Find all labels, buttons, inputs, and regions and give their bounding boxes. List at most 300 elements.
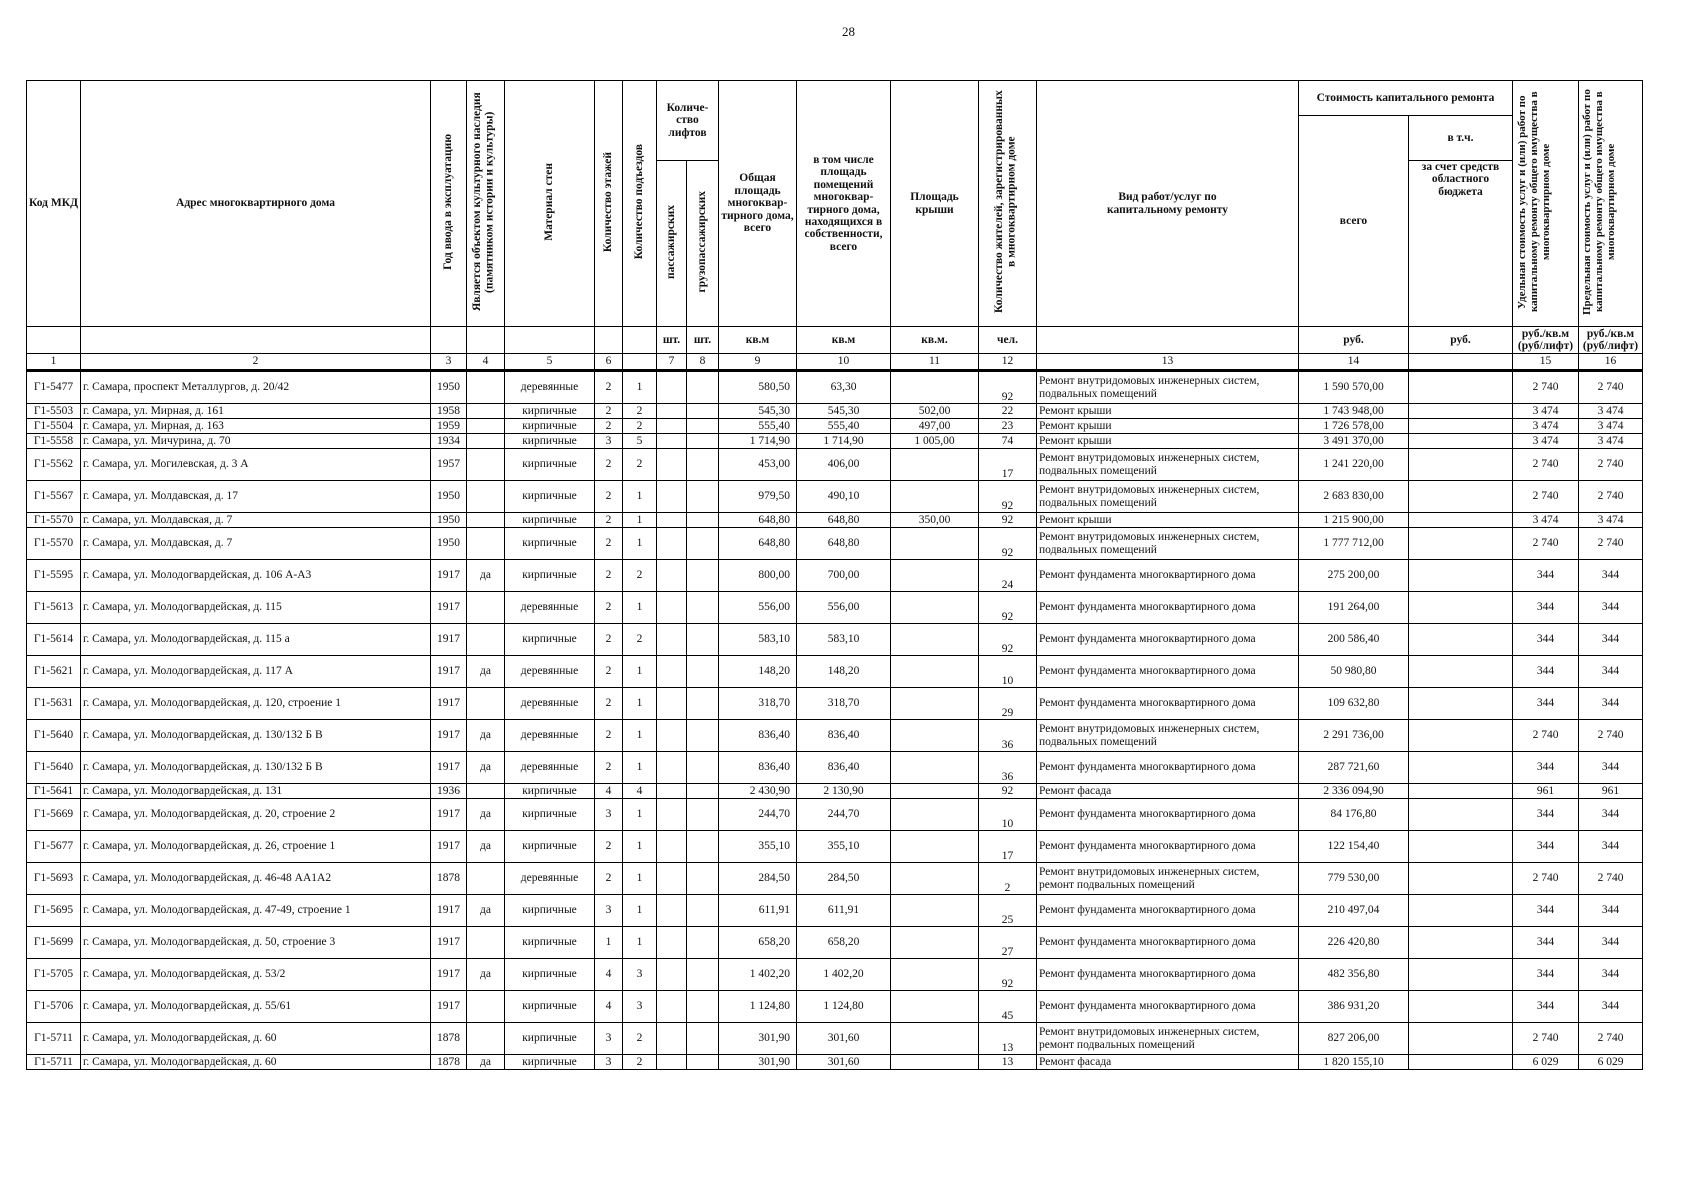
cell-entrances: 1 <box>623 688 657 720</box>
cell-area-total: 555,40 <box>719 419 797 434</box>
cell-work: Ремонт крыши <box>1037 419 1299 434</box>
cell-unit-cost: 344 <box>1513 895 1579 927</box>
cell-material: кирпичные <box>505 1055 595 1070</box>
cell-floors: 2 <box>595 831 623 863</box>
cell-residents: 92 <box>979 513 1037 528</box>
cell-max-cost: 2 740 <box>1579 863 1643 895</box>
cell-unit-cost: 6 029 <box>1513 1055 1579 1070</box>
column-numbers-row <box>27 354 1643 371</box>
header-cost-incl: в т.ч. <box>1409 116 1513 161</box>
cell-area-total: 836,40 <box>719 720 797 752</box>
cell-code: Г1-5570 <box>27 513 81 528</box>
cell-floors: 3 <box>595 895 623 927</box>
cell-area-owned: 700,00 <box>797 560 891 592</box>
cell-residents: 36 <box>979 752 1037 784</box>
cell-area-owned: 648,80 <box>797 513 891 528</box>
cell-entrances: 1 <box>623 371 657 404</box>
cell-year: 1878 <box>431 863 467 895</box>
cell-work: Ремонт фундамента многоквартирного дома <box>1037 831 1299 863</box>
cell-material: кирпичные <box>505 831 595 863</box>
cell-work: Ремонт фундамента многоквартирного дома <box>1037 991 1299 1023</box>
cell-floors: 2 <box>595 449 623 481</box>
cell-unit-cost: 2 740 <box>1513 1023 1579 1055</box>
cell-area-total: 284,50 <box>719 863 797 895</box>
table-row <box>27 720 1643 752</box>
cell-address: г. Самара, ул. Молодогвардейская, д. 130/132 Б В <box>81 752 431 784</box>
header-floors: Количество этажей <box>595 81 623 327</box>
cell-code: Г1-5640 <box>27 752 81 784</box>
cell-cost: 386 931,20 <box>1299 991 1409 1023</box>
cell-cost: 50 980,80 <box>1299 656 1409 688</box>
header-lifts-pass: пассажирских <box>657 161 687 327</box>
cell-area-owned: 583,10 <box>797 624 891 656</box>
cell-cost-regional <box>1409 959 1513 991</box>
cell-area-owned: 658,20 <box>797 927 891 959</box>
cell-unit-cost: 961 <box>1513 784 1579 799</box>
cell-roof <box>891 688 979 720</box>
cell-cost-regional <box>1409 752 1513 784</box>
cell-roof <box>891 784 979 799</box>
cell-address: г. Самара, ул. Молодогвардейская, д. 60 <box>81 1055 431 1070</box>
cell-work: Ремонт фундамента многоквартирного дома <box>1037 752 1299 784</box>
cell-code: Г1-5558 <box>27 434 81 449</box>
table-row <box>27 528 1643 560</box>
cell-residents: 92 <box>979 371 1037 404</box>
cell-area-total: 800,00 <box>719 560 797 592</box>
column-number: 12 <box>979 354 1037 371</box>
cell-area-total: 318,70 <box>719 688 797 720</box>
cell-work: Ремонт внутридомовых инженерных систем, подвальных помещений <box>1037 720 1299 752</box>
table-row <box>27 959 1643 991</box>
cell-unit-cost: 344 <box>1513 688 1579 720</box>
cell-address: г. Самара, ул. Молодогвардейская, д. 117 А <box>81 656 431 688</box>
table-row <box>27 371 1643 404</box>
cell-area-total: 583,10 <box>719 624 797 656</box>
cell-year: 1950 <box>431 371 467 404</box>
cell-entrances: 1 <box>623 799 657 831</box>
table-row <box>27 799 1643 831</box>
cell-residents: 2 <box>979 863 1037 895</box>
cell-roof <box>891 624 979 656</box>
cell-address: г. Самара, ул. Молодогвардейская, д. 26, строение 1 <box>81 831 431 863</box>
cell-address: г. Самара, ул. Могилевская, д. 3 А <box>81 449 431 481</box>
cell-cost-regional <box>1409 449 1513 481</box>
cell-max-cost: 344 <box>1579 560 1643 592</box>
cell-roof <box>891 1055 979 1070</box>
unit-residents: чел. <box>979 327 1037 354</box>
cell-floors: 2 <box>595 419 623 434</box>
cell-area-owned: 1 714,90 <box>797 434 891 449</box>
cell-area-owned: 545,30 <box>797 404 891 419</box>
cell-area-owned: 2 130,90 <box>797 784 891 799</box>
cell-lifts-cargo <box>687 688 719 720</box>
cell-floors: 2 <box>595 720 623 752</box>
page-number: 28 <box>842 24 855 39</box>
cell-lifts-cargo <box>687 1023 719 1055</box>
table-row <box>27 449 1643 481</box>
cell-code: Г1-5570 <box>27 528 81 560</box>
cell-lifts-cargo <box>687 449 719 481</box>
cell-floors: 3 <box>595 799 623 831</box>
cell-year: 1917 <box>431 959 467 991</box>
cell-max-cost: 3 474 <box>1579 404 1643 419</box>
cell-area-total: 611,91 <box>719 895 797 927</box>
cell-unit-cost: 344 <box>1513 592 1579 624</box>
cell-year: 1878 <box>431 1023 467 1055</box>
cell-entrances: 1 <box>623 752 657 784</box>
cell-work: Ремонт крыши <box>1037 404 1299 419</box>
cell-lifts-cargo <box>687 404 719 419</box>
cell-cost-regional <box>1409 656 1513 688</box>
cell-lifts-cargo <box>687 624 719 656</box>
cell-roof <box>891 720 979 752</box>
cell-area-owned: 611,91 <box>797 895 891 927</box>
table-body <box>27 371 1643 1070</box>
header-residents: Количество жителей, зарегистрированных в многоквартирном доме <box>979 81 1037 327</box>
cell-lifts-pass <box>657 784 687 799</box>
cell-area-owned: 1 124,80 <box>797 991 891 1023</box>
cell-entrances: 2 <box>623 404 657 419</box>
cell-heritage <box>467 371 505 404</box>
cell-cost-regional <box>1409 688 1513 720</box>
cell-lifts-cargo <box>687 592 719 624</box>
cell-roof <box>891 895 979 927</box>
cell-heritage <box>467 434 505 449</box>
cell-lifts-cargo <box>687 481 719 513</box>
cell-year: 1917 <box>431 656 467 688</box>
cell-floors: 2 <box>595 513 623 528</box>
cell-unit-cost: 344 <box>1513 927 1579 959</box>
cell-area-total: 556,00 <box>719 592 797 624</box>
cell-heritage <box>467 688 505 720</box>
cell-area-total: 979,50 <box>719 481 797 513</box>
column-number: 15 <box>1513 354 1579 371</box>
cell-cost: 1 726 578,00 <box>1299 419 1409 434</box>
cell-area-owned: 490,10 <box>797 481 891 513</box>
cell-address: г. Самара, ул. Молодогвардейская, д. 46-48 АА1А2 <box>81 863 431 895</box>
cell-unit-cost: 3 474 <box>1513 419 1579 434</box>
cell-work: Ремонт фасада <box>1037 1055 1299 1070</box>
cell-area-owned: 556,00 <box>797 592 891 624</box>
cell-heritage <box>467 419 505 434</box>
header-heritage: Является объектом культурного наследия (памятником истории и культуры) <box>467 81 505 327</box>
cell-unit-cost: 3 474 <box>1513 513 1579 528</box>
cell-roof: 350,00 <box>891 513 979 528</box>
cell-residents: 92 <box>979 528 1037 560</box>
cell-address: г. Самара, ул. Молодогвардейская, д. 60 <box>81 1023 431 1055</box>
cell-cost-regional <box>1409 592 1513 624</box>
cell-code: Г1-5640 <box>27 720 81 752</box>
cell-max-cost: 3 474 <box>1579 513 1643 528</box>
cell-area-owned: 355,10 <box>797 831 891 863</box>
table-row <box>27 624 1643 656</box>
column-number: 4 <box>467 354 505 371</box>
unit-area-total: кв.м <box>719 327 797 354</box>
unit-max-cost: руб./кв.м (руб/лифт) <box>1579 327 1643 354</box>
cell-year: 1957 <box>431 449 467 481</box>
cell-code: Г1-5613 <box>27 592 81 624</box>
cell-heritage: да <box>467 895 505 927</box>
cell-material: кирпичные <box>505 784 595 799</box>
cell-residents: 45 <box>979 991 1037 1023</box>
header-roof-area: Площадь крыши <box>891 81 979 327</box>
cell-area-owned: 555,40 <box>797 419 891 434</box>
cell-lifts-cargo <box>687 513 719 528</box>
cell-heritage <box>467 624 505 656</box>
cell-lifts-cargo <box>687 434 719 449</box>
cell-cost-regional <box>1409 799 1513 831</box>
cell-entrances: 1 <box>623 720 657 752</box>
cell-material: кирпичные <box>505 927 595 959</box>
cell-lifts-cargo <box>687 959 719 991</box>
cell-lifts-pass <box>657 927 687 959</box>
column-number: 5 <box>505 354 595 371</box>
cell-area-total: 648,80 <box>719 528 797 560</box>
cell-address: г. Самара, ул. Молдавская, д. 7 <box>81 528 431 560</box>
cell-lifts-pass <box>657 1023 687 1055</box>
cell-heritage: да <box>467 1055 505 1070</box>
table-row <box>27 752 1643 784</box>
column-number: 7 <box>657 354 687 371</box>
cell-heritage <box>467 592 505 624</box>
cell-entrances: 4 <box>623 784 657 799</box>
cell-heritage <box>467 927 505 959</box>
column-number: 10 <box>797 354 891 371</box>
cell-entrances: 1 <box>623 481 657 513</box>
cell-entrances: 2 <box>623 1023 657 1055</box>
cell-heritage: да <box>467 752 505 784</box>
unit-lifts-cargo: шт. <box>687 327 719 354</box>
cell-residents: 25 <box>979 895 1037 927</box>
cell-unit-cost: 2 740 <box>1513 449 1579 481</box>
cell-unit-cost: 2 740 <box>1513 481 1579 513</box>
cell-year: 1917 <box>431 688 467 720</box>
cell-cost: 287 721,60 <box>1299 752 1409 784</box>
cell-lifts-pass <box>657 434 687 449</box>
cell-year: 1917 <box>431 927 467 959</box>
table-row <box>27 592 1643 624</box>
cell-area-total: 355,10 <box>719 831 797 863</box>
cell-code: Г1-5503 <box>27 404 81 419</box>
cell-year: 1917 <box>431 831 467 863</box>
cell-address: г. Самара, ул. Молодогвардейская, д. 53/2 <box>81 959 431 991</box>
cell-roof <box>891 449 979 481</box>
cell-code: Г1-5631 <box>27 688 81 720</box>
cell-entrances: 1 <box>623 513 657 528</box>
table-row <box>27 560 1643 592</box>
cell-cost: 1 743 948,00 <box>1299 404 1409 419</box>
cell-max-cost: 344 <box>1579 624 1643 656</box>
cell-address: г. Самара, ул. Молодогвардейская, д. 47-49, строение 1 <box>81 895 431 927</box>
cell-cost: 109 632,80 <box>1299 688 1409 720</box>
cell-cost: 1 777 712,00 <box>1299 528 1409 560</box>
cell-heritage <box>467 528 505 560</box>
cell-year: 1917 <box>431 592 467 624</box>
cell-work: Ремонт внутридомовых инженерных систем, подвальных помещений <box>1037 449 1299 481</box>
cell-lifts-cargo <box>687 799 719 831</box>
cell-cost-regional <box>1409 419 1513 434</box>
cell-roof: 502,00 <box>891 404 979 419</box>
cell-unit-cost: 344 <box>1513 959 1579 991</box>
header-entrances: Количество подъездов <box>623 81 657 327</box>
cell-max-cost: 3 474 <box>1579 419 1643 434</box>
unit-cost-total: руб. <box>1299 327 1409 354</box>
cell-year: 1917 <box>431 720 467 752</box>
cell-area-total: 1 124,80 <box>719 991 797 1023</box>
cell-unit-cost: 344 <box>1513 831 1579 863</box>
cell-max-cost: 2 740 <box>1579 449 1643 481</box>
cell-cost: 779 530,00 <box>1299 863 1409 895</box>
cell-roof <box>891 927 979 959</box>
cell-residents: 92 <box>979 592 1037 624</box>
column-number: 6 <box>595 354 623 371</box>
cell-lifts-cargo <box>687 1055 719 1070</box>
cell-cost: 482 356,80 <box>1299 959 1409 991</box>
cell-address: г. Самара, ул. Молодогвардейская, д. 130/132 Б В <box>81 720 431 752</box>
cell-floors: 2 <box>595 560 623 592</box>
cell-lifts-pass <box>657 991 687 1023</box>
header-unit-cost: Удельная стоимость услуг и (или) работ по капитальному ремонту общего имущества в многоквартирном доме <box>1513 81 1579 327</box>
column-number: 16 <box>1579 354 1643 371</box>
cell-roof <box>891 991 979 1023</box>
cell-code: Г1-5641 <box>27 784 81 799</box>
cell-year: 1917 <box>431 799 467 831</box>
cell-max-cost: 344 <box>1579 895 1643 927</box>
table-row <box>27 656 1643 688</box>
cell-area-total: 1 714,90 <box>719 434 797 449</box>
cell-entrances: 1 <box>623 656 657 688</box>
cell-max-cost: 2 740 <box>1579 528 1643 560</box>
cell-entrances: 1 <box>623 927 657 959</box>
cell-address: г. Самара, ул. Молодогвардейская, д. 115 а <box>81 624 431 656</box>
cell-cost: 1 241 220,00 <box>1299 449 1409 481</box>
cell-max-cost: 3 474 <box>1579 434 1643 449</box>
cell-roof <box>891 560 979 592</box>
cell-code: Г1-5695 <box>27 895 81 927</box>
cell-heritage <box>467 481 505 513</box>
cell-work: Ремонт фундамента многоквартирного дома <box>1037 959 1299 991</box>
cell-floors: 4 <box>595 959 623 991</box>
header-lifts: Количе-ство лифтов <box>657 81 719 161</box>
cell-lifts-pass <box>657 656 687 688</box>
cell-code: Г1-5693 <box>27 863 81 895</box>
cell-lifts-cargo <box>687 831 719 863</box>
cell-entrances: 1 <box>623 528 657 560</box>
table-row <box>27 831 1643 863</box>
cell-cost-regional <box>1409 895 1513 927</box>
cell-year: 1917 <box>431 560 467 592</box>
cell-residents: 36 <box>979 720 1037 752</box>
cell-residents: 13 <box>979 1023 1037 1055</box>
cell-code: Г1-5711 <box>27 1023 81 1055</box>
unit-unit-cost: руб./кв.м (руб/лифт) <box>1513 327 1579 354</box>
cell-roof <box>891 592 979 624</box>
cell-lifts-cargo <box>687 752 719 784</box>
cell-cost: 84 176,80 <box>1299 799 1409 831</box>
cell-roof <box>891 1023 979 1055</box>
cell-max-cost: 344 <box>1579 752 1643 784</box>
cell-entrances: 3 <box>623 991 657 1023</box>
cell-cost-regional <box>1409 371 1513 404</box>
cell-roof <box>891 863 979 895</box>
cell-year: 1936 <box>431 784 467 799</box>
cell-cost: 191 264,00 <box>1299 592 1409 624</box>
cell-cost: 1 590 570,00 <box>1299 371 1409 404</box>
cell-cost-regional <box>1409 404 1513 419</box>
cell-cost: 2 291 736,00 <box>1299 720 1409 752</box>
cell-material: деревянные <box>505 720 595 752</box>
cell-code: Г1-5562 <box>27 449 81 481</box>
cell-residents: 27 <box>979 927 1037 959</box>
column-number: 13 <box>1037 354 1299 371</box>
cell-material: деревянные <box>505 752 595 784</box>
cell-year: 1917 <box>431 752 467 784</box>
table-row <box>27 1023 1643 1055</box>
cell-entrances: 1 <box>623 863 657 895</box>
cell-floors: 4 <box>595 991 623 1023</box>
cell-heritage <box>467 513 505 528</box>
cell-cost-regional <box>1409 927 1513 959</box>
cell-heritage: да <box>467 799 505 831</box>
cell-heritage: да <box>467 831 505 863</box>
cell-max-cost: 344 <box>1579 656 1643 688</box>
cell-unit-cost: 344 <box>1513 799 1579 831</box>
cell-unit-cost: 344 <box>1513 991 1579 1023</box>
cell-roof: 497,00 <box>891 419 979 434</box>
cell-max-cost: 2 740 <box>1579 1023 1643 1055</box>
cell-year: 1917 <box>431 895 467 927</box>
cell-floors: 2 <box>595 752 623 784</box>
cell-unit-cost: 2 740 <box>1513 720 1579 752</box>
cell-area-owned: 301,60 <box>797 1023 891 1055</box>
cell-residents: 29 <box>979 688 1037 720</box>
cell-lifts-pass <box>657 371 687 404</box>
cell-lifts-cargo <box>687 371 719 404</box>
cell-area-total: 1 402,20 <box>719 959 797 991</box>
cell-cost-regional <box>1409 513 1513 528</box>
table-row <box>27 404 1643 419</box>
cell-lifts-pass <box>657 720 687 752</box>
cell-material: кирпичные <box>505 434 595 449</box>
cell-cost: 210 497,04 <box>1299 895 1409 927</box>
cell-work: Ремонт внутридомовых инженерных систем, ремонт подвальных помещений <box>1037 863 1299 895</box>
cell-floors: 2 <box>595 592 623 624</box>
cell-material: деревянные <box>505 863 595 895</box>
cell-lifts-pass <box>657 624 687 656</box>
cell-lifts-cargo <box>687 863 719 895</box>
cell-work: Ремонт фундамента многоквартирного дома <box>1037 895 1299 927</box>
header-max-cost: Предельная стоимость услуг и (или) работ по капитальному ремонту общего имущества в многоквартирном доме <box>1579 81 1643 327</box>
cell-lifts-pass <box>657 688 687 720</box>
table-row <box>27 1055 1643 1070</box>
cell-lifts-cargo <box>687 927 719 959</box>
cell-max-cost: 344 <box>1579 799 1643 831</box>
cell-lifts-pass <box>657 752 687 784</box>
cell-lifts-pass <box>657 592 687 624</box>
unit-area-owned: кв.м <box>797 327 891 354</box>
cell-max-cost: 2 740 <box>1579 720 1643 752</box>
cell-residents: 17 <box>979 449 1037 481</box>
cell-floors: 1 <box>595 927 623 959</box>
cell-lifts-cargo <box>687 528 719 560</box>
cell-cost-regional <box>1409 434 1513 449</box>
cell-entrances: 1 <box>623 895 657 927</box>
cell-material: деревянные <box>505 592 595 624</box>
cell-entrances: 2 <box>623 624 657 656</box>
cell-lifts-pass <box>657 1055 687 1070</box>
cell-cost: 1 215 900,00 <box>1299 513 1409 528</box>
cell-floors: 4 <box>595 784 623 799</box>
